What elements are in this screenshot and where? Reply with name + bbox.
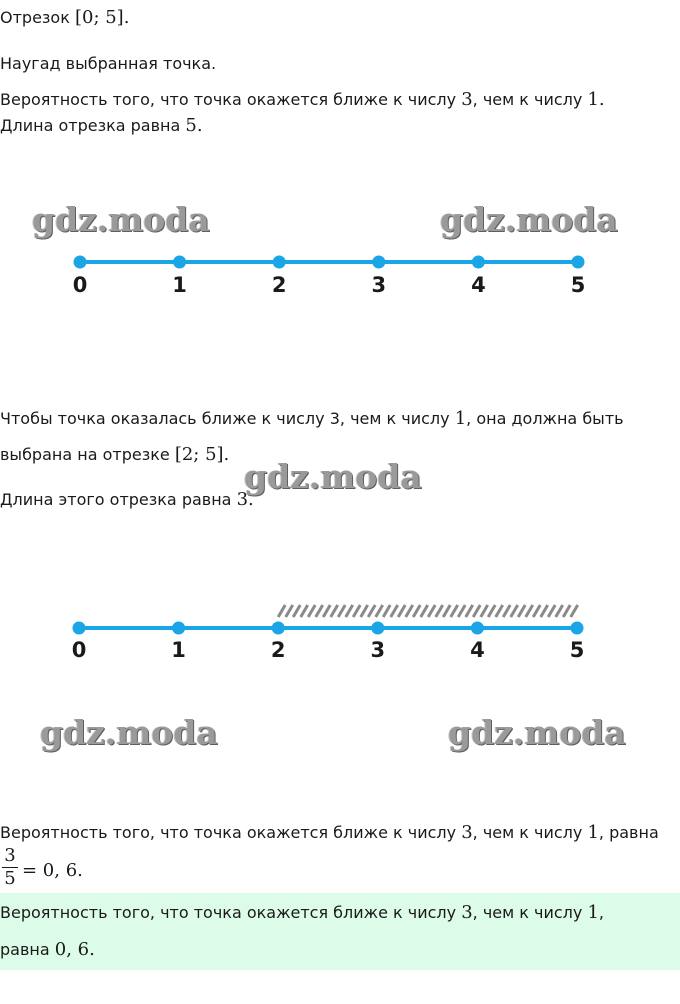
hatch-mark — [286, 605, 293, 617]
hatch-mark — [308, 605, 315, 617]
probability-result-math-1: 3 — [461, 822, 473, 843]
number-line-1 — [0, 250, 680, 310]
tick-label: 5 — [569, 638, 585, 662]
chosen-segment-math: [2; 5]. — [174, 444, 230, 465]
hatch-mark — [548, 605, 555, 617]
answer-math-1: 3 — [461, 902, 473, 923]
segment-statement — [0, 7, 129, 29]
answer-equals-text: равна — [0, 940, 55, 959]
tick-label: 0 — [72, 273, 88, 297]
hatch-mark — [346, 605, 353, 617]
number-line-2 — [0, 600, 680, 670]
probability-result-statement — [0, 822, 659, 844]
solution-statement — [0, 408, 624, 430]
tick-point — [73, 622, 86, 635]
solution-statement-math: 1 — [454, 408, 467, 429]
tick-point — [272, 622, 285, 635]
hatch-mark — [526, 605, 533, 617]
hatch-mark — [301, 605, 308, 617]
tick-label: 4 — [470, 638, 485, 662]
hatch-mark — [331, 605, 338, 617]
hatch-mark — [406, 605, 413, 617]
hatch-mark — [353, 605, 360, 617]
hatch-mark — [316, 605, 323, 617]
hatch-mark — [458, 605, 465, 617]
hatch-mark — [376, 605, 383, 617]
hatch-mark — [368, 605, 375, 617]
hatch-mark — [421, 605, 428, 617]
watermark: gdz.moda — [440, 200, 618, 239]
probability-result-mid: , чем к числу — [472, 823, 588, 842]
hatch-mark — [413, 605, 420, 617]
tick-label: 2 — [271, 273, 287, 297]
hatch-mark — [443, 605, 450, 617]
tick-label: 0 — [71, 638, 87, 662]
watermark: gdz.moda — [244, 457, 422, 496]
watermark: gdz.moda — [40, 713, 218, 752]
tick-point — [74, 256, 87, 269]
probability-question — [0, 89, 605, 111]
hatch-mark — [428, 605, 435, 617]
tick-label: 1 — [171, 638, 186, 662]
fraction-numerator: 3 — [4, 845, 16, 866]
tick-point — [471, 622, 484, 635]
chosen-length-statement — [0, 489, 254, 511]
hatch-mark — [278, 605, 285, 617]
hatch-marks — [278, 605, 578, 617]
probability-question-math-1: 3 — [461, 89, 473, 110]
watermark: gdz.moda — [448, 713, 626, 752]
hatch-mark — [541, 605, 548, 617]
answer-box — [0, 893, 680, 970]
answer-line-2 — [0, 939, 95, 961]
segment-statement-text: Отрезок — [0, 8, 75, 27]
tick-point — [371, 622, 384, 635]
solution-statement-end: , она должна быть — [466, 409, 624, 428]
probability-result-math-2: 1 — [587, 822, 599, 843]
hatch-mark — [503, 605, 510, 617]
answer-mid: , чем к числу — [472, 903, 588, 922]
hatch-mark — [556, 605, 563, 617]
chosen-segment-statement — [0, 444, 229, 466]
random-point-text: Наугад выбранная точка. — [0, 54, 217, 73]
tick-label: 1 — [172, 273, 187, 297]
probability-result-text: Вероятность того, что точка окажется ближе к числу — [0, 823, 462, 842]
probability-question-math-2: 1. — [587, 89, 605, 110]
probability-result-end: , равна — [598, 823, 659, 842]
answer-text: Вероятность того, что точка окажется ближе к числу — [0, 903, 462, 922]
tick-point — [372, 256, 385, 269]
tick-point — [571, 622, 584, 635]
chosen-length-text: Длина этого отрезка равна — [0, 490, 237, 509]
hatch-mark — [451, 605, 458, 617]
hatch-mark — [473, 605, 480, 617]
hatch-mark — [338, 605, 345, 617]
random-point-statement — [0, 53, 216, 75]
segment-length-text: Длина отрезка равна — [0, 116, 186, 135]
hatch-mark — [481, 605, 488, 617]
tick-label: 4 — [471, 273, 486, 297]
hatch-mark — [398, 605, 405, 617]
hatch-mark — [361, 605, 368, 617]
answer-value: 0, 6. — [54, 939, 95, 960]
segment-length-statement — [0, 115, 203, 137]
hatch-mark — [533, 605, 540, 617]
fraction-result: = 0, 6. — [22, 860, 83, 881]
hatch-mark — [563, 605, 570, 617]
hatch-mark — [488, 605, 495, 617]
chosen-segment-text: выбрана на отрезке — [0, 445, 175, 464]
tick-label: 3 — [371, 273, 387, 297]
hatch-mark — [391, 605, 398, 617]
tick-point — [273, 256, 286, 269]
hatch-mark — [383, 605, 390, 617]
hatch-mark — [571, 605, 578, 617]
answer-math-2: 1 — [587, 902, 599, 923]
tick-point — [472, 256, 485, 269]
answer-end: , — [598, 903, 605, 922]
tick-label: 5 — [570, 273, 586, 297]
tick-point — [572, 256, 585, 269]
segment-statement-math: [0; 5]. — [74, 7, 130, 28]
hatch-mark — [436, 605, 443, 617]
solution-statement-text: Чтобы точка оказалась ближе к числу 3, чем к числу — [0, 409, 455, 428]
segment-length-math: 5. — [185, 115, 203, 136]
fraction-denominator: 5 — [4, 868, 16, 889]
probability-question-mid: , чем к числу — [472, 90, 588, 109]
hatch-mark — [518, 605, 525, 617]
chosen-length-math: 3. — [236, 489, 254, 510]
hatch-mark — [293, 605, 300, 617]
tick-label: 2 — [270, 638, 286, 662]
answer-line-1 — [0, 902, 604, 924]
hatch-mark — [323, 605, 330, 617]
tick-label: 3 — [370, 638, 386, 662]
fraction — [0, 846, 20, 889]
hatch-mark — [466, 605, 473, 617]
tick-point — [172, 622, 185, 635]
hatch-mark — [496, 605, 503, 617]
tick-point — [173, 256, 186, 269]
watermark: gdz.moda — [32, 200, 210, 239]
hatch-mark — [511, 605, 518, 617]
probability-question-text: Вероятность того, что точка окажется ближе к числу — [0, 90, 462, 109]
